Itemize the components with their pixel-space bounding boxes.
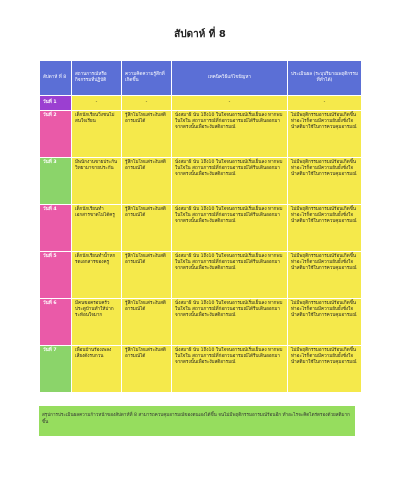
situation-cell: มีพนักงานขายประกันวิทยามาขายประกัน xyxy=(72,158,122,205)
situation-cell: เด็กนักเรียนทำเอกสารขาดไม่ได้ครู xyxy=(72,205,122,252)
summary-box: สรุปการประเมินผลความก้าวหน้าของสัปดาห์ที่ 8 สามารถควบคุมอารมณ์ของตนเองได้ขึ้น จนไม่มีพฤติกรรมอารมณ์ร้อนอีก ทำอะไรจะคิดไตร่ตรองด้วยสติมากขึ้น xyxy=(39,406,355,436)
day-label: วันที่ 1 xyxy=(40,96,72,111)
table-row xyxy=(40,158,362,205)
header-technique: เทคนิควิธีแก้ไขปัญหา xyxy=(172,61,288,96)
table-row xyxy=(40,111,362,158)
technique-cell: - xyxy=(172,96,288,111)
feeling-cell: รู้สึกโมโหแต่ระงับสติอารมณ์ได้ xyxy=(122,205,172,252)
technique-cell: นั่งสมาธิ นับ 1ถึง10 ในใจจนอารมณ์เริ่มเย็นลง หากพบในใจใน สถานการณ์ที่ก่อกวนอารมณ์ได้รีบเดินออกมาจากตรงนั้นเพื่อระงับสติอารมณ์ xyxy=(172,346,288,393)
day-label: วันที่ 4 xyxy=(40,205,72,252)
day-label: วันที่ 3 xyxy=(40,158,72,205)
evaluation-cell: ไม่มีพฤติกรรมอารมณ์ร้อนเกิดขึ้น ท่าอะไรก็ตามมีความยับยั้งชั่งใจนำสติมาใช้ในการควบคุมอารมณ์ xyxy=(288,346,362,393)
situation-cell: เพื่อนบ้านร้องเพลงเสียงดังรบกวน xyxy=(72,346,122,393)
technique-cell: นั่งสมาธิ นับ 1ถึง10 ในใจจนอารมณ์เริ่มเย็นลง หากพบในใจใน สถานการณ์ที่ก่อกวนอารมณ์ได้รีบเดินออกมาจากตรงนั้นเพื่อระงับสติอารมณ์ xyxy=(172,252,288,299)
situation-cell: - xyxy=(72,96,122,111)
evaluation-cell: ไม่มีพฤติกรรมอารมณ์ร้อนเกิดขึ้น ท่าอะไรก็ตามมีความยับยั้งชั่งใจนำสติมาใช้ในการควบคุมอารมณ์ xyxy=(288,111,362,158)
evaluation-cell: ไม่มีพฤติกรรมอารมณ์ร้อนเกิดขึ้น ท่าอะไรก็ตามมีความยับยั้งชั่งใจนำสติมาใช้ในการควบคุมอารมณ์ xyxy=(288,205,362,252)
feeling-cell: รู้สึกโมโหแต่ระงับสติอารมณ์ได้ xyxy=(122,111,172,158)
page-title: สัปดาห์ ที่ 8 xyxy=(174,29,226,40)
evaluation-cell: - xyxy=(288,96,362,111)
feeling-cell: - xyxy=(122,96,172,111)
evaluation-cell: ไม่มีพฤติกรรมอารมณ์ร้อนเกิดขึ้น ท่าอะไรก็ตามมีความยับยั้งชั่งใจนำสติมาใช้ในการควบคุมอารมณ์ xyxy=(288,252,362,299)
technique-cell: นั่งสมาธิ นับ 1ถึง10 ในใจจนอารมณ์เริ่มเย็นลง หากพบในใจใน สถานการณ์ที่ก่อกวนอารมณ์ได้รีบเดินออกมาจากตรงนั้นเพื่อระงับสติอารมณ์ xyxy=(172,111,288,158)
day-label: วันที่ 7 xyxy=(40,346,72,393)
table-row xyxy=(40,205,362,252)
header-evaluation: ประเมินผล (ระบุปริมาณพฤติกรรมที่ทำได้) xyxy=(288,61,362,96)
table-row xyxy=(40,299,362,346)
day-label: วันที่ 5 xyxy=(40,252,72,299)
feeling-cell: รู้สึกโมโหแต่ระงับสติอารมณ์ได้ xyxy=(122,299,172,346)
situation-cell: มีคนขอครอบครัวประตูบ้านทำให้ปากระท้อนใจมาก xyxy=(72,299,122,346)
table-header-row xyxy=(40,61,362,96)
table-row xyxy=(40,252,362,299)
feeling-cell: รู้สึกโมโหแต่ระงับสติอารมณ์ได้ xyxy=(122,252,172,299)
evaluation-cell: ไม่มีพฤติกรรมอารมณ์ร้อนเกิดขึ้น ท่าอะไรก็ตามมีความยับยั้งชั่งใจนำสติมาใช้ในการควบคุมอารมณ์ xyxy=(288,299,362,346)
evaluation-cell: ไม่มีพฤติกรรมอารมณ์ร้อนเกิดขึ้น ท่าอะไรก็ตามมีความยับยั้งชั่งใจนำสติมาใช้ในการควบคุมอารมณ์ xyxy=(288,158,362,205)
header-feeling: ความคิดความรู้สึกที่เกิดขึ้น xyxy=(122,61,172,96)
feeling-cell: รู้สึกโมโหแต่ระงับสติอารมณ์ได้ xyxy=(122,346,172,393)
header-situation: สถานการณ์หรือกิจกรรมที่ปฏิบัติ xyxy=(72,61,122,96)
technique-cell: นั่งสมาธิ นับ 1ถึง10 ในใจจนอารมณ์เริ่มเย็นลง หากพบในใจใน สถานการณ์ที่ก่อกวนอารมณ์ได้รีบเดินออกมาจากตรงนั้นเพื่อระงับสติอารมณ์ xyxy=(172,205,288,252)
feeling-cell: รู้สึกโมโหแต่ระงับสติอารมณ์ได้ xyxy=(122,158,172,205)
situation-cell: เด็กนักเรียนทำน้ำหกรดเอกสารของครู xyxy=(72,252,122,299)
table-row xyxy=(40,346,362,393)
header-week: สัปดาห์ ที่ 8 xyxy=(40,61,72,96)
day-label: วันที่ 6 xyxy=(40,299,72,346)
table-row-day-1 xyxy=(40,96,362,111)
technique-cell: นั่งสมาธิ นับ 1ถึง10 ในใจจนอารมณ์เริ่มเย็นลง หากพบในใจใน สถานการณ์ที่ก่อกวนอารมณ์ได้รีบเดินออกมาจากตรงนั้นเพื่อระงับสติอารมณ์ xyxy=(172,299,288,346)
day-label: วันที่ 2 xyxy=(40,111,72,158)
weekly-table xyxy=(39,60,362,393)
situation-cell: เด็กนักเรียนวิ่งชนไม่สนใจเรียน xyxy=(72,111,122,158)
technique-cell: นั่งสมาธิ นับ 1ถึง10 ในใจจนอารมณ์เริ่มเย็นลง หากพบในใจใน สถานการณ์ที่ก่อกวนอารมณ์ได้รีบเดินออกมาจากตรงนั้นเพื่อระงับสติอารมณ์ xyxy=(172,158,288,205)
